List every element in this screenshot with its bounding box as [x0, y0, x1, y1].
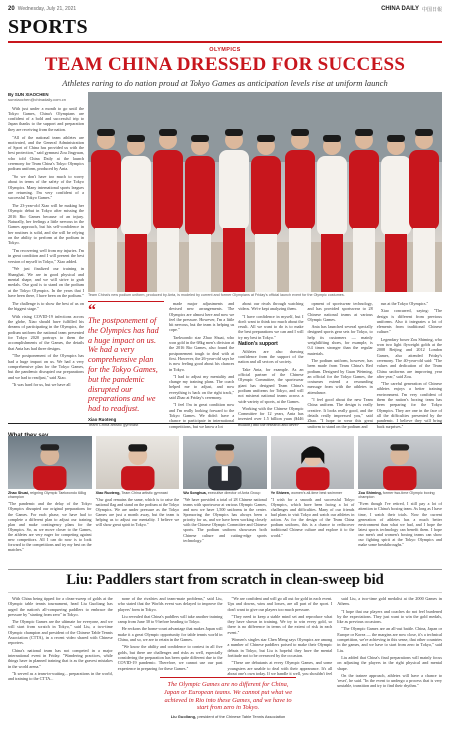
paragraph: Women's singles star Chen Meng says Olympics are among a number of Chinese paddlers poised to make their Olympic debuts in Tokyo, but Liu is hopeful they have the mental fortitude not to be overawed by the occasion. — [227, 637, 333, 658]
page-number: 20 — [8, 6, 15, 12]
paragraph: "It served as a team-in-waiting... preparations in the world, and training to the CTTA... — [8, 670, 113, 682]
paragraph: "I'm recovering well from my injuries. I'm in great condition and I will present the best version of myself in Tokyo," Xiao added. — [8, 248, 84, 264]
pull-quote — [88, 301, 164, 427]
person-quote: "Even though I've retired, I still pay a lot of attention to China's boxing team. As long as I have time, I watch their trials. Now the current generation of athletes has a much better environment than what we had, and I hope the latest sports technology can benefit them. I hope our men's and women's boxing teams can show our fighting spirit at the Tokyo Olympics and make some breakthroughs." — [358, 501, 442, 548]
paragraph: Athletes are also drawing confidence from the support of the nation and all sectors of society. — [238, 348, 304, 365]
page-header — [8, 4, 442, 14]
pull-quote-source: Xiao Ruoteng — [88, 416, 117, 422]
paragraph: "I have confidence in myself, but I don't want to think too much about the result. All we want to do is to make the best preparations we can and I will try my best in Tokyo." — [238, 313, 304, 340]
section-title: SPORTS — [8, 16, 89, 38]
portrait-illustration — [96, 436, 180, 489]
paragraph: He reckons the home-court advantage that makes Japan will make it a great Olympic opportunity for table tennis world in China, and so, we are to retain in the Games. — [117, 626, 223, 643]
story1-byline-email: sunxiaochen@chinadaily.com.cn — [8, 97, 67, 103]
what-they-say-header — [8, 423, 442, 434]
paragraph: "They need to keep a stable mind set and reproduce what they have shown in training. We try to win every gold, so there is no difference in terms of the extent of risk in each event." — [227, 613, 333, 635]
quote-card — [358, 436, 442, 568]
quote-card — [183, 436, 267, 568]
paragraph: none of the rivalries and team-mate problems," said Liu, who stated that the Worlds event was delayed to improve the players' form in Tokyo. — [117, 596, 223, 612]
portrait-caption — [183, 491, 267, 495]
what-they-say-panel — [8, 436, 442, 568]
page-dateline: Wednesday, July 21, 2021 — [17, 6, 77, 12]
portrait-caption — [8, 491, 92, 500]
person-quote: "Our goal remains the same, which is to raise the national flag and stand on the podium at the Tokyo Olympics. We are under pressure as the Tokyo Games are just a month away, but the team is helping us to adjust our mentality. I believe we will show great spirit in Tokyo." — [95, 496, 180, 528]
paragraph: The 23-year-old Xiao will be making her Olympic debut in Tokyo after missing the 2016 Rio Games because of an injury. Naturally, her feelings a little nervous in the Games approach, but his self-confidence in her routines is solid, and she will be relying on the ability to perform at the podium in Tokyo. — [8, 203, 84, 246]
paragraph: "It was hard for us, but we have all — [12, 382, 71, 388]
paragraph: "I had to adjust my mentality and change my training plans. The coach helped me to adjust, and now everything is back on the right track," said Zhao at Friday's ceremony. — [169, 373, 235, 401]
portrait-photo — [271, 436, 355, 489]
paragraph: made major adjustments and devised new arrangements. The Olympics are almost here and now we feel the pressure. However, I'm a little bit nervous, but the team is helping us cope." — [169, 301, 235, 333]
paragraph: China's national team has not competed in a major international event in Friday. "Wandering practices, while things have in planned training that is as the gravest mistakes in the world arena." — [8, 647, 113, 669]
athlete-figure — [91, 129, 121, 292]
athlete-figure — [381, 135, 411, 292]
person-quote: "I wish for a smooth and successful Tokyo Olympics, which have been facing a lot of challenges and difficulties. Many of our friends had plans to visit Tokyo and watch our athletes in action. As for the design of the Team China podium uniform, this is a chance to rediscover traditional Chinese culture and explore it to the world." — [270, 496, 355, 538]
athlete-figure — [251, 135, 281, 292]
story1-byline: By SUN XIAOCHEN — [8, 92, 49, 97]
person-quote: "The pandemic and the delay of the Tokyo Olympics disrupted our original preparations for the Games. For each phase, we have had to complete a different plan to adjust our training plan and make contingency plans for the Olympics. So, as we move closer to the Games, the athletes are very eager for competing against new competitors. All I can do now is to look forward to the competitions and try my best on the matches." — [8, 501, 92, 553]
story2-headline-rule — [8, 592, 442, 593]
story2-pull-quote-source: Liu Guoliang, — [170, 714, 197, 720]
story1-column-5 — [376, 301, 442, 429]
portrait-photo — [358, 436, 442, 489]
athlete-figure — [219, 129, 249, 292]
portrait-photo — [8, 436, 92, 489]
paragraph: "I feel I'm in great condition now and I'm really looking forward to the Tokyo Games. We didn't have a chance to participate in international competitions, but we know a lot — [169, 402, 235, 429]
paragraph: "We know the ability and confidence to contest in all five golds, but there are challenges and risks as well, especially considering the preparation has been quite different due to the COVID-19 pandemic. Therefore, we cannot use our past experience in preparing for these Games." — [117, 644, 223, 671]
story1-left-column — [8, 92, 84, 419]
story2-column-4 — [337, 596, 442, 739]
quote-mark-icon: “ — [88, 302, 96, 319]
paragraph: The podium uniform, however, has been made from Team China's Red podium. Designed by Guan Weiming, an official for the Tokyo Games, the costumes extend a resounding message from with the athletes in attendance. — [307, 357, 373, 395]
person-role: reigning Olympic Taekwondo 68kg champion — [8, 490, 87, 499]
story1-column-3 — [238, 301, 304, 427]
story2-pull-quote-text: The Olympic Games are no different for China, Japan or European teams. We cannot put what we achieved in Rio into these Games, and we have to start from zero in Tokyo. — [163, 681, 293, 712]
paragraph: "So we don't have too much to worry about in terms of the safety of the Tokyo Olympics. Many international sports leagues are returning. I'm very confident of a successful Tokyo Games." — [8, 174, 84, 201]
paragraph: Working with the Chinese Olympic Committee for 12 years, Anta has invested over 1.5 billion yuan ($446 million) into the research and devel- — [238, 405, 304, 427]
paragraph: "These are debutants at every Olympic Games, and some youngsters are unable to deal with their appearance. It's all about one's own today. If we handle it well, you shouldn't feel — [227, 660, 333, 676]
paragraph: With rising COVID-19 infections across the globe, Xiao should have fulfilled his dreams of participating in the Olympics, the podium uniform the national team presented for Tokyo 2020 portrays to them the accomplishments of the Games, the details that Anta has had three designs. — [8, 313, 84, 351]
portrait-photo — [183, 436, 267, 489]
team-uniform-photo — [88, 92, 442, 292]
subheading: Nation's support — [238, 341, 278, 348]
story1-column-2 — [169, 301, 235, 429]
paragraph: run at the Tokyo Olympics." — [380, 301, 429, 306]
person-role: Team China artistic gymnast — [121, 490, 168, 495]
portrait-photo — [96, 436, 180, 489]
paragraph: opment of sportswear technology, and has provided sportswear to 28 Chinese national teams at various Olympic Games. — [307, 301, 373, 322]
paragraph: "All of the national team athletes are motivated, and the General Administration of Sport of China has provided us with the best protection," said gymnast Zou Jingyuan, who told China Daily at the launch ceremony for Team China's Tokyo Olympics podium uniform, produced by Anta. — [8, 134, 84, 172]
photo-caption: Team China's new podium uniform, produced by Anta, is modeled by current and former Olympians at Friday's official launch event for the Olympic costumes. — [88, 293, 345, 297]
story2-pull-quote-source-title: president of the Chinese Table Tennis Association — [197, 714, 286, 720]
story1-column-4 — [307, 301, 373, 429]
paragraph: On the trainee approach, athletes will have a chance to 'reset', he said. "In the event to undergo a process that is very unstable, transition and try to find their rhythm." — [337, 672, 442, 689]
paragraph: Anta has launched several specially designed sports gear sets for Tokyo, to help its customers — mainly weightlifting shoes, for example, is 0.4 times stronger than the regular materials. — [307, 324, 373, 356]
person-role: executive director of Anta Group — [207, 490, 261, 495]
paragraph: said Liu, a two-time gold medalist at the 2000 Games in Athens. — [337, 596, 442, 607]
paragraph: Liu revealed that China's paddlers will take another training camp from June 30 to 9 before heading to Tokyo. — [117, 613, 223, 625]
person-role: former two-time Olympic boxing champion — [358, 490, 435, 499]
newspaper-brand: CHINA DAILY — [381, 6, 419, 12]
story1-deck: Athletes raring to do nation proud at Tokyo Games as anticipation levels rise at uniform launch — [62, 78, 388, 88]
athlete-figure — [185, 135, 215, 292]
paragraph: Liu added that China's final preparations will mainly focus on adjusting the players in the right physical and mental shape. — [337, 654, 442, 671]
portrait-illustration — [271, 436, 355, 489]
person-role: women's all-time best swimmer — [291, 490, 343, 495]
portrait-caption — [358, 491, 442, 500]
quote-card — [96, 436, 180, 568]
paragraph: With China being tipped for a clean-sweep of golds at the Olympic table tennis tournament, head Liu Guoliang has urged the nation's all-conquering paddlers to embrace the pressure by "starting from zero" in Tokyo. — [8, 596, 113, 617]
athlete-figure — [317, 135, 347, 292]
story1-kicker: OLYMPICS — [209, 47, 241, 53]
paragraph: about our rivals through watching videos. We're kept analyzing them. — [238, 301, 304, 312]
paragraph: "I feel good about the new Team China uniform. The design is really creative. It looks really good, and the details really impressed you," said Zhao. "I hope to wear this great uniform to stand on the podium and — [307, 397, 373, 429]
pull-quote-text: The postponement of the Olympics has had a huge impact on us. We had a very comprehensive plan for the Tokyo Games, but the pandemic disrupted our preparations and we had to readjust. — [88, 316, 159, 414]
paragraph: With just under a month to go until the Tokyo Games, China's Olympians are confident of a bold and successful trip to Japan thanks to the support and preparation they are receiving from the nation. — [8, 105, 84, 132]
paragraph: Legendary boxer Zou Shiming, who won two light flyweight golds at the 2008 Beijing and 2012 London Games, also attended Friday's ceremony. The 40-year-old said: "The values and dedication of the Team China uniforms are improving year after year," said Zou. — [376, 336, 442, 379]
paragraph: The challenge is to show the best of us on the biggest stage." — [8, 300, 84, 311]
paragraph: "The Olympic Games are an all-out battle. China, Japan or Europe or Korea — the margins are now close, it's a technical competition, we're achieving in this sense, that other countries in the games, and we have to start from zero in Tokyo," said Liu. — [337, 626, 442, 653]
story2-pull-quote-attribution — [160, 714, 296, 719]
portrait-illustration — [358, 436, 442, 489]
athlete-figure — [121, 135, 151, 292]
portrait-caption — [96, 491, 180, 495]
story1-columns — [169, 301, 442, 429]
quote-card — [8, 436, 92, 568]
person-name: Zou Shiming, — [358, 490, 382, 495]
portrait-illustration — [8, 436, 92, 489]
person-name: Ye Shiwen, — [270, 490, 291, 495]
athlete-figure — [349, 129, 379, 292]
person-name: Zhao Shuai, — [8, 490, 29, 495]
paragraph: "The postponement of the Olympics has had a huge impact on us. We had a very comprehensive plan for the Tokyo Games, but the pandemic disrupted our preparations and we had to readjust," said Xiao. — [8, 353, 84, 380]
story-divider — [8, 569, 442, 570]
athlete-figure — [153, 129, 183, 292]
paragraph: Taekwondo star Zhao Shuai, who won gold in the 68kg men's division at the 2016 Rio Games, also found the postponement tough to deal with at first. However, the 26-year-old says he is now feeling good about his chances in Tokyo. — [169, 334, 235, 372]
quote-card — [271, 436, 355, 568]
paragraph: "The careful generation of Chinese athletes enjoys a better training environment. I'm very confident of them the nation's boxing team has been preparing for the Tokyo Olympics. They are one in the face of all the difficulties presented by the pandemic. I believe they will bring back surprises." — [376, 381, 442, 429]
person-quote: "We have provided a total of 28 Chinese national teams with sportswear at various Olympic Games, and now we have 1,500 uniforms in the center. Sponsoring the Olympics has always been a priority for us, and we have been working closely with the Chinese Olympic Committee and Chinese sports. The podium uniform showcases both Chinese culture and cutting-edge sports technology." — [183, 496, 267, 543]
pull-quote-source-title: Team China artistic gymnast — [88, 421, 139, 427]
paragraph: "We just finalized our training in Shanghai. We are in good physical and mental shape, and we will strive to grab medals. Our goal is to stand on the podium at the Tokyo Olympics. In the years that I have been there, I have been on the podium." — [8, 266, 84, 298]
paragraph: Xiao concurred, saying: "The design is different from previous uniforms. Also it integrates a lot of elements from traditional Chinese culture." — [376, 308, 442, 335]
portrait-illustration — [183, 436, 267, 489]
team-photo-illustration — [88, 92, 442, 292]
story1-headline: TEAM CHINA DRESSED FOR SUCCESS — [44, 54, 406, 75]
story2-headline: Liu: Paddlers start from scratch in clean-sweep bid — [66, 572, 384, 588]
paragraph: Take Anta, for example. As an official partner of the Chinese Olympic Committee, the sportswear giant has designed Team China's podium uniforms for Tokyo, and will not mistreat national teams across a wide variety of sports, at the Games. — [238, 366, 304, 404]
story2-pull-quote — [160, 677, 296, 741]
person-name: Xiao Ruoteng, — [95, 490, 121, 495]
story2-column-1 — [8, 596, 113, 739]
newspaper-brand-chinese: 中国日報 — [421, 6, 442, 13]
paragraph: "We are confident and will go all out for gold in each event. Ups and downs, wins and losses, are all part of the sport. I don't want to give our players too much pressure. — [227, 596, 333, 612]
section-rule — [8, 41, 442, 43]
paragraph: The Olympic Games are the ultimate for everyone, and we will start from scratch in Tokyo," said Liu, a two-time Olympic champion and president of the Chinese Table Tennis Association (CTTA), in a recent video shared with Chinese reporters. — [8, 619, 113, 646]
athlete-figure — [409, 129, 439, 292]
athlete-figure — [285, 129, 315, 292]
person-name: Wu Songhua, — [183, 490, 207, 495]
paragraph: "I hope that our players and coaches do not feel burdened by the expectations. They just want to win the gold medals, like as previous occasions. — [337, 608, 442, 625]
portrait-caption — [271, 491, 355, 495]
